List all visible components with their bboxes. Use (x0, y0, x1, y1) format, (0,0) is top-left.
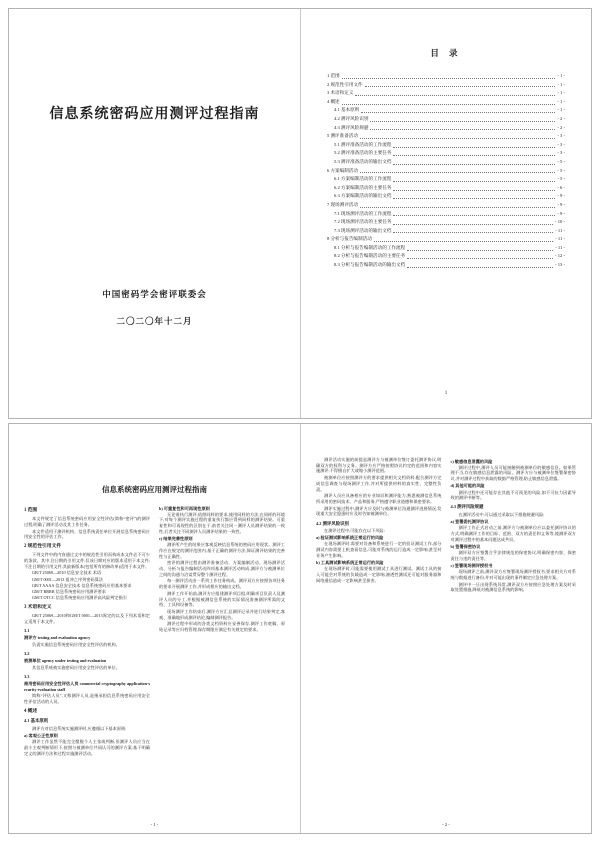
toc-heading: 目 录 (430, 48, 462, 58)
toc-entry-page: - 9 - (557, 210, 565, 216)
text-block-ref: GM/T 0001—2013 祖冲之序列密码算法 (32, 576, 104, 582)
toc-dotted-leader (355, 95, 555, 96)
page2-left-column (316, 457, 442, 594)
page1-page-number: - 1 - (150, 822, 159, 827)
toc-entry-page: - 13 - (555, 262, 565, 268)
text-block-p: 简称“评估人员”,又称测评人员,是指承担信息系统密码应用安全性评估活动的人员。 (24, 693, 150, 704)
text-block-p: 其信息系统被实施密码应用安全性评估的单位。 (32, 664, 120, 670)
two-column-body-page1 (24, 504, 285, 757)
toc-entry (327, 252, 565, 261)
toc-entry-label: 6.2 方案编制活动的主要任务 (334, 184, 392, 190)
toc-entry-page: - 5 - (557, 167, 565, 173)
text-block-p: 测评活动实施的前提是测评方与被测单位签订委托测评协议,明确双方的权利与义务。测评方应严格按照协议约定的范围和内容实施测评,不得擅自扩大或缩小测评范围。 (316, 457, 442, 474)
toc-entry-label: 6.1 方案编制活动的工作流程 (334, 176, 392, 182)
text-block-p: 测评过程中形成的各类文档资料应妥善保存,测评工作底稿、原始记录等应归档管理,保存期限应满足有关规定的要求。 (159, 621, 285, 633)
toc-entry-label: 4.3 测评风险规避 (334, 124, 369, 130)
toc-entry-label: 4 概述 (327, 98, 340, 104)
text-block-p: 负责实施信息系统密码应用安全性评估的机构。 (32, 641, 120, 647)
toc-dotted-leader (393, 181, 555, 182)
toc-entry (327, 149, 565, 158)
toc-entry (327, 98, 565, 107)
toc-dotted-leader (407, 267, 553, 268)
page2-right-column (451, 457, 577, 594)
text-block-item: b) 工具测试影响系统正常运行的风险 (316, 560, 384, 566)
text-block-p: 测评所产生的结果应客观反映信息系统的密码应用现状。测评工作应在规定的测评范围内,基于正确的测评方法,保证测评结果的完善性与正确性。 (159, 542, 285, 559)
toc-entry-page: - 3 - (557, 133, 565, 139)
bottom-spread (8, 423, 592, 834)
toc-entry (327, 141, 565, 150)
toc-dotted-leader (393, 232, 553, 233)
text-block-p: 测评实施过程中,测评方应及时与被测单位沟通测评进展情况,发现重大安全隐患时应及时告知被测单位。 (316, 505, 442, 517)
text-block-p: 下列文件中的内容通过文中的规范性引用而构成本文件必不可少的条款。其中,注日期的引用文件,仅该日期对应的版本适用于本文件;不注日期的引用文件,其最新版本(包括所有的修改单)适用于本文件。 (24, 552, 150, 569)
toc-entry-page: - 1 - (557, 73, 565, 78)
text-block-item: b) 签署保密协议 (450, 543, 481, 549)
toc-dotted-leader (342, 78, 556, 79)
toc-dotted-leader (407, 250, 553, 251)
text-block-item: a) 客观公正性原则 (24, 732, 58, 738)
toc-entry-label: 7 现场测评活动 (327, 201, 359, 207)
text-block-p: 现场测评之前,测评双方应签署现场测评授权书,要求相关方对系统与数据进行备份,并对可能出现的事件制定应急处理方案。 (450, 569, 576, 580)
toc-entry-page: - 10 - (555, 219, 565, 225)
toc-dotted-leader (342, 104, 556, 105)
toc-entry (327, 115, 565, 124)
toc-entry-label: 5 测评准备活动 (327, 133, 359, 139)
page2-page-number: - 2 - (442, 822, 450, 827)
text-block-h1: 3 术语和定义 (24, 604, 52, 610)
toc-dotted-leader (370, 129, 555, 130)
text-block-p: 测评人员应具备相应的专业知识和测评能力,熟悉被测信息系统所采用的密码技术、产品和服务,严格遵守职业道德和保密要求。 (316, 493, 442, 504)
text-block-h1: 2 规范性引用文件 (24, 544, 62, 550)
cover-page (9, 9, 300, 418)
text-block-p: 测评工作正式启动之前,测评方与被测单位应以委托测评协议的方式,明确测评工作的目标、范围、双方的责任和义务等,使测评双方对测评过程中的基本问题达成共识。 (450, 525, 576, 542)
toc-dotted-leader (360, 207, 555, 208)
toc-entry-page: - 3 - (557, 141, 565, 147)
toc-entry (327, 124, 565, 133)
text-block-p: 本文件适用于测评机构、信息系统责任单位开展信息系统密码应用安全性的评估工作。 (24, 528, 150, 540)
text-block-h2: 4.1 基本原则 (24, 718, 49, 724)
toc-page (300, 9, 591, 418)
toc-dotted-leader (360, 138, 555, 139)
text-block-p: 测评中一旦出现系统异常,测评双方应按照应急处理方案及时采取处置措施,降低对被测信息系统的影响。 (450, 581, 576, 593)
text-block-p: 测评过程中,测评人员可能接触到被测单位的敏感信息。如果管理不当,存在敏感信息泄露的风险。测评方应与被测单位签署保密协议,并对测评过程中获取的数据严格管理,防止敏感信息泄露。 (450, 464, 576, 482)
toc-entry (327, 192, 565, 201)
toc-entry-page: - 3 - (557, 150, 565, 156)
toc-entry-page: - 1 - (557, 107, 565, 113)
toc-entry-page: - 1 - (557, 98, 565, 104)
toc-entry-label: 8 分析与报告编制活动 (327, 236, 372, 242)
text-block-item: 商用密码应用安全性评估人员 commercial cryptography application-security evaluation staff (24, 681, 150, 692)
text-block-item: c) 结果完善性原则 (159, 536, 193, 542)
text-block-h1: 4 概述 (24, 708, 38, 714)
text-block-p: 被测单位应按照测评方的要求提供相关文档资料,配合测评方完成信息调查与现场测评工作,并对所提供材料的真实性、完整性负责。 (316, 475, 442, 492)
toc-dotted-leader (393, 224, 553, 225)
text-block-p: 每一测评活动由一系列工作任务构成。测评双方应按照各项任务的要求开展测评工作,并形成相应的输出文档。 (159, 578, 285, 590)
toc-entry-label: 2 规范性引用文件 (327, 81, 363, 87)
text-block-p: 在现场测评时,需要对设备和系统进行一定的验证测试工作,部分测试内容需要上机查看信息,可能对系统的运行造成一定影响,甚至对业务产生影响。 (316, 541, 442, 558)
text-block-item: a) 签署委托测评协议 (450, 519, 489, 525)
toc-list (327, 72, 565, 270)
text-block-item: 被测单位 agency under testing and evaluation (24, 658, 107, 664)
text-block-p: 测评方对信息系统实施测评时,应遵循以下基本原则: (32, 725, 127, 731)
text-block-p: 测评双方应签署合乎法律规范的保密协议,明确保密内容、保密责任与违约责任等。 (450, 550, 576, 561)
toc-entry (327, 201, 565, 210)
toc-entry-page: - 9 - (557, 193, 565, 199)
publish-date: 二〇二〇年十二月 (116, 316, 193, 326)
text-block-item: c) 签署现场测评授权书 (450, 563, 493, 569)
toc-entry (327, 227, 565, 236)
toc-entry-label: 7.1 现场测评活动的工作流程 (334, 210, 392, 216)
toc-entry-page: - 6 - (557, 184, 565, 190)
document-title: 信息系统密码应用测评过程指南 (49, 107, 260, 122)
text-block-p: 测评工作虽然不能完全摆脱个人主张或判断,但测评人员应当在最小主观判断情形下,按照与被测单位共同认可的测评方案,基于明确定义的测评方法和过程实施测评活动。 (24, 739, 150, 756)
toc-entry-page: - 11 - (555, 227, 565, 233)
text-block-h2: 3.2 (24, 650, 30, 656)
toc-entry-label: 7.2 现场测评活动的主要任务 (334, 219, 392, 225)
toc-dotted-leader (393, 164, 555, 165)
text-block-ref: GM/T RRRR 信息系统密码应用测评要求 (32, 588, 106, 594)
page1-left-column (24, 504, 150, 757)
toc-dotted-leader (374, 241, 553, 242)
text-block-item: 测评方 testing and evaluation agency (24, 635, 91, 641)
text-block-p: GB/T 25069—2010和GM/T 0001—2013界定的以及下列术语和定义适用于本文件。 (24, 613, 150, 624)
toc-dotted-leader (407, 258, 553, 259)
toc-entry-page: - 11 - (555, 244, 565, 250)
text-block-h2: 3.3 (24, 673, 30, 679)
page1-right-column (159, 504, 285, 757)
text-block-p: 测评过程中还可能存在其他不可预见的风险,如不可抗力因素导致的测评中断等。 (450, 489, 576, 501)
toc-entry (327, 235, 565, 244)
toc-entry-label: 6.3 方案编制活动的输出文档 (334, 193, 392, 199)
toc-entry-label: 4.2 测评风险识别 (334, 115, 369, 121)
toc-entry-label: 6 方案编制活动 (327, 167, 359, 173)
content-page-1 (9, 424, 300, 833)
text-block-item: c) 敏感信息泄露的风险 (450, 458, 493, 464)
toc-entry (327, 89, 565, 98)
toc-entry (327, 210, 565, 219)
text-block-p: 在现场测评时,可能需要使用测试工具进行测试。测试工具的接入可能会对系统的负载造成一定影响,渗透性测试还可能对服务器和网络通信造成一定影响甚至损害。 (316, 566, 442, 583)
toc-dotted-leader (393, 215, 555, 216)
toc-entry (327, 158, 565, 167)
toc-dotted-leader (393, 198, 555, 199)
text-block-p: 无论谁执行测评,依照同样的要求,使用同样的方法,在同样的环境下,对每个测评实施过程的重复执行都应得到同样的测评结果。可重复性和可再现性的区别在于,前者关注同一测评人员测评结果的一致性,后者关注不同测评人员测评结果的一致性。 (159, 511, 285, 534)
toc-dotted-leader (393, 147, 555, 148)
toc-entry (327, 218, 565, 227)
toc-entry (327, 106, 565, 115)
toc-entry-label: 1 范围 (327, 73, 340, 78)
text-block-p: 现场测评工作结束后,测评方应汇总测评记录并进行结果判定,客观、准确地形成测评结论,编制测评报告。 (159, 608, 285, 620)
toc-entry-label: 5.2 测评准备活动的主要任务 (334, 150, 392, 156)
toc-entry (327, 261, 565, 270)
toc-entry-page: - 2 - (557, 124, 565, 130)
text-block-h2: 4.3 测评风险规避 (450, 504, 484, 510)
text-block-p: 密评的测评过程由测评准备活动、方案编制活动、现场测评活动、分析与报告编制活动四项基本测评活动构成,测评方与被测单位之间的沟通与洽谈贯穿整个测评过程。 (159, 560, 285, 577)
text-block-h1: 1 范围 (24, 508, 38, 513)
two-column-body-page2 (316, 457, 576, 594)
toc-entry-page: - 1 - (557, 90, 565, 96)
toc-entry (327, 244, 565, 253)
toc-dotted-leader (365, 86, 556, 87)
text-block-ref: GB/T AAAA 信息安全技术 信息系统密码应用基本要求 (32, 582, 132, 588)
toc-dotted-leader (393, 190, 555, 191)
toc-entry (327, 72, 565, 81)
toc-entry (327, 175, 565, 184)
toc-entry-label: 8.1 分析与报告编制活动的工作流程 (334, 244, 406, 250)
toc-page-number: 1 (444, 391, 448, 396)
toc-entry-page: - 5 - (557, 176, 565, 182)
text-block-ref: GM/T OTCC 信息系统密码应用测评高风险判定指引 (32, 595, 127, 601)
text-block-h2: 3.1 (24, 627, 30, 633)
publisher-name: 中国密码学会密评联委会 (102, 289, 207, 299)
text-block-p: 在测评活动中,可以通过采取以下措施规避风险: (458, 511, 545, 517)
text-block-p: 在测评过程中,可能存在以下风险: (324, 528, 385, 534)
toc-dotted-leader (360, 172, 555, 173)
text-block-item: d) 其他可能的风险 (450, 483, 485, 489)
text-block-item: a) 验证测试影响系统正常运行的风险 (316, 535, 384, 541)
toc-entry-page: - 11 - (555, 236, 565, 242)
toc-entry (327, 81, 565, 90)
toc-entry-label: 8.3 分析与报告编制活动的输出文档 (334, 262, 406, 268)
toc-entry-label: 3 术语和定义 (327, 90, 354, 96)
toc-entry-label: 5.1 测评准备活动的工作流程 (334, 141, 392, 147)
content-page-2 (300, 424, 591, 833)
text-block-item: b) 可重复性和可再现性原则 (159, 505, 210, 511)
toc-entry-label: 4.1 基本原则 (334, 107, 360, 113)
toc-dotted-leader (361, 112, 555, 113)
top-spread (8, 8, 592, 419)
running-title: 信息系统密码应用测评过程指南 (102, 485, 207, 494)
toc-entry (327, 132, 565, 141)
toc-entry-page: - 2 - (557, 115, 565, 121)
toc-entry-page: - 9 - (557, 201, 565, 207)
toc-entry-page: - 5 - (557, 158, 565, 164)
text-block-ref: GB/T 25069—2010 信息安全技术 术语 (32, 570, 102, 576)
toc-entry-label: 8.2 分析与报告编制活动的主要任务 (334, 253, 406, 259)
toc-entry-label: 5.3 测评准备活动的输出文档 (334, 158, 392, 164)
text-block-h2: 4.2 测评风险识别 (316, 520, 349, 526)
text-block-p: 测评工作开始前,测评方应组建测评项目组,明确项目负责人及测评人员的分工,并根据被测信息系统的实际情况准备测评所需的文档、工具和设备等。 (159, 590, 285, 608)
toc-entry (327, 167, 565, 176)
text-block-p: 本文件规定了信息系统密码应用安全性评估(简称“密评”)的测评过程,明确了测评活动及其工作任务。 (24, 516, 150, 527)
toc-entry-page: - 12 - (555, 253, 565, 259)
toc-dotted-leader (393, 155, 555, 156)
toc-entry-page: - 1 - (557, 81, 565, 87)
toc-dotted-leader (370, 121, 555, 122)
toc-entry-label: 7.3 现场测评活动的输出文档 (334, 227, 392, 233)
toc-entry (327, 184, 565, 193)
